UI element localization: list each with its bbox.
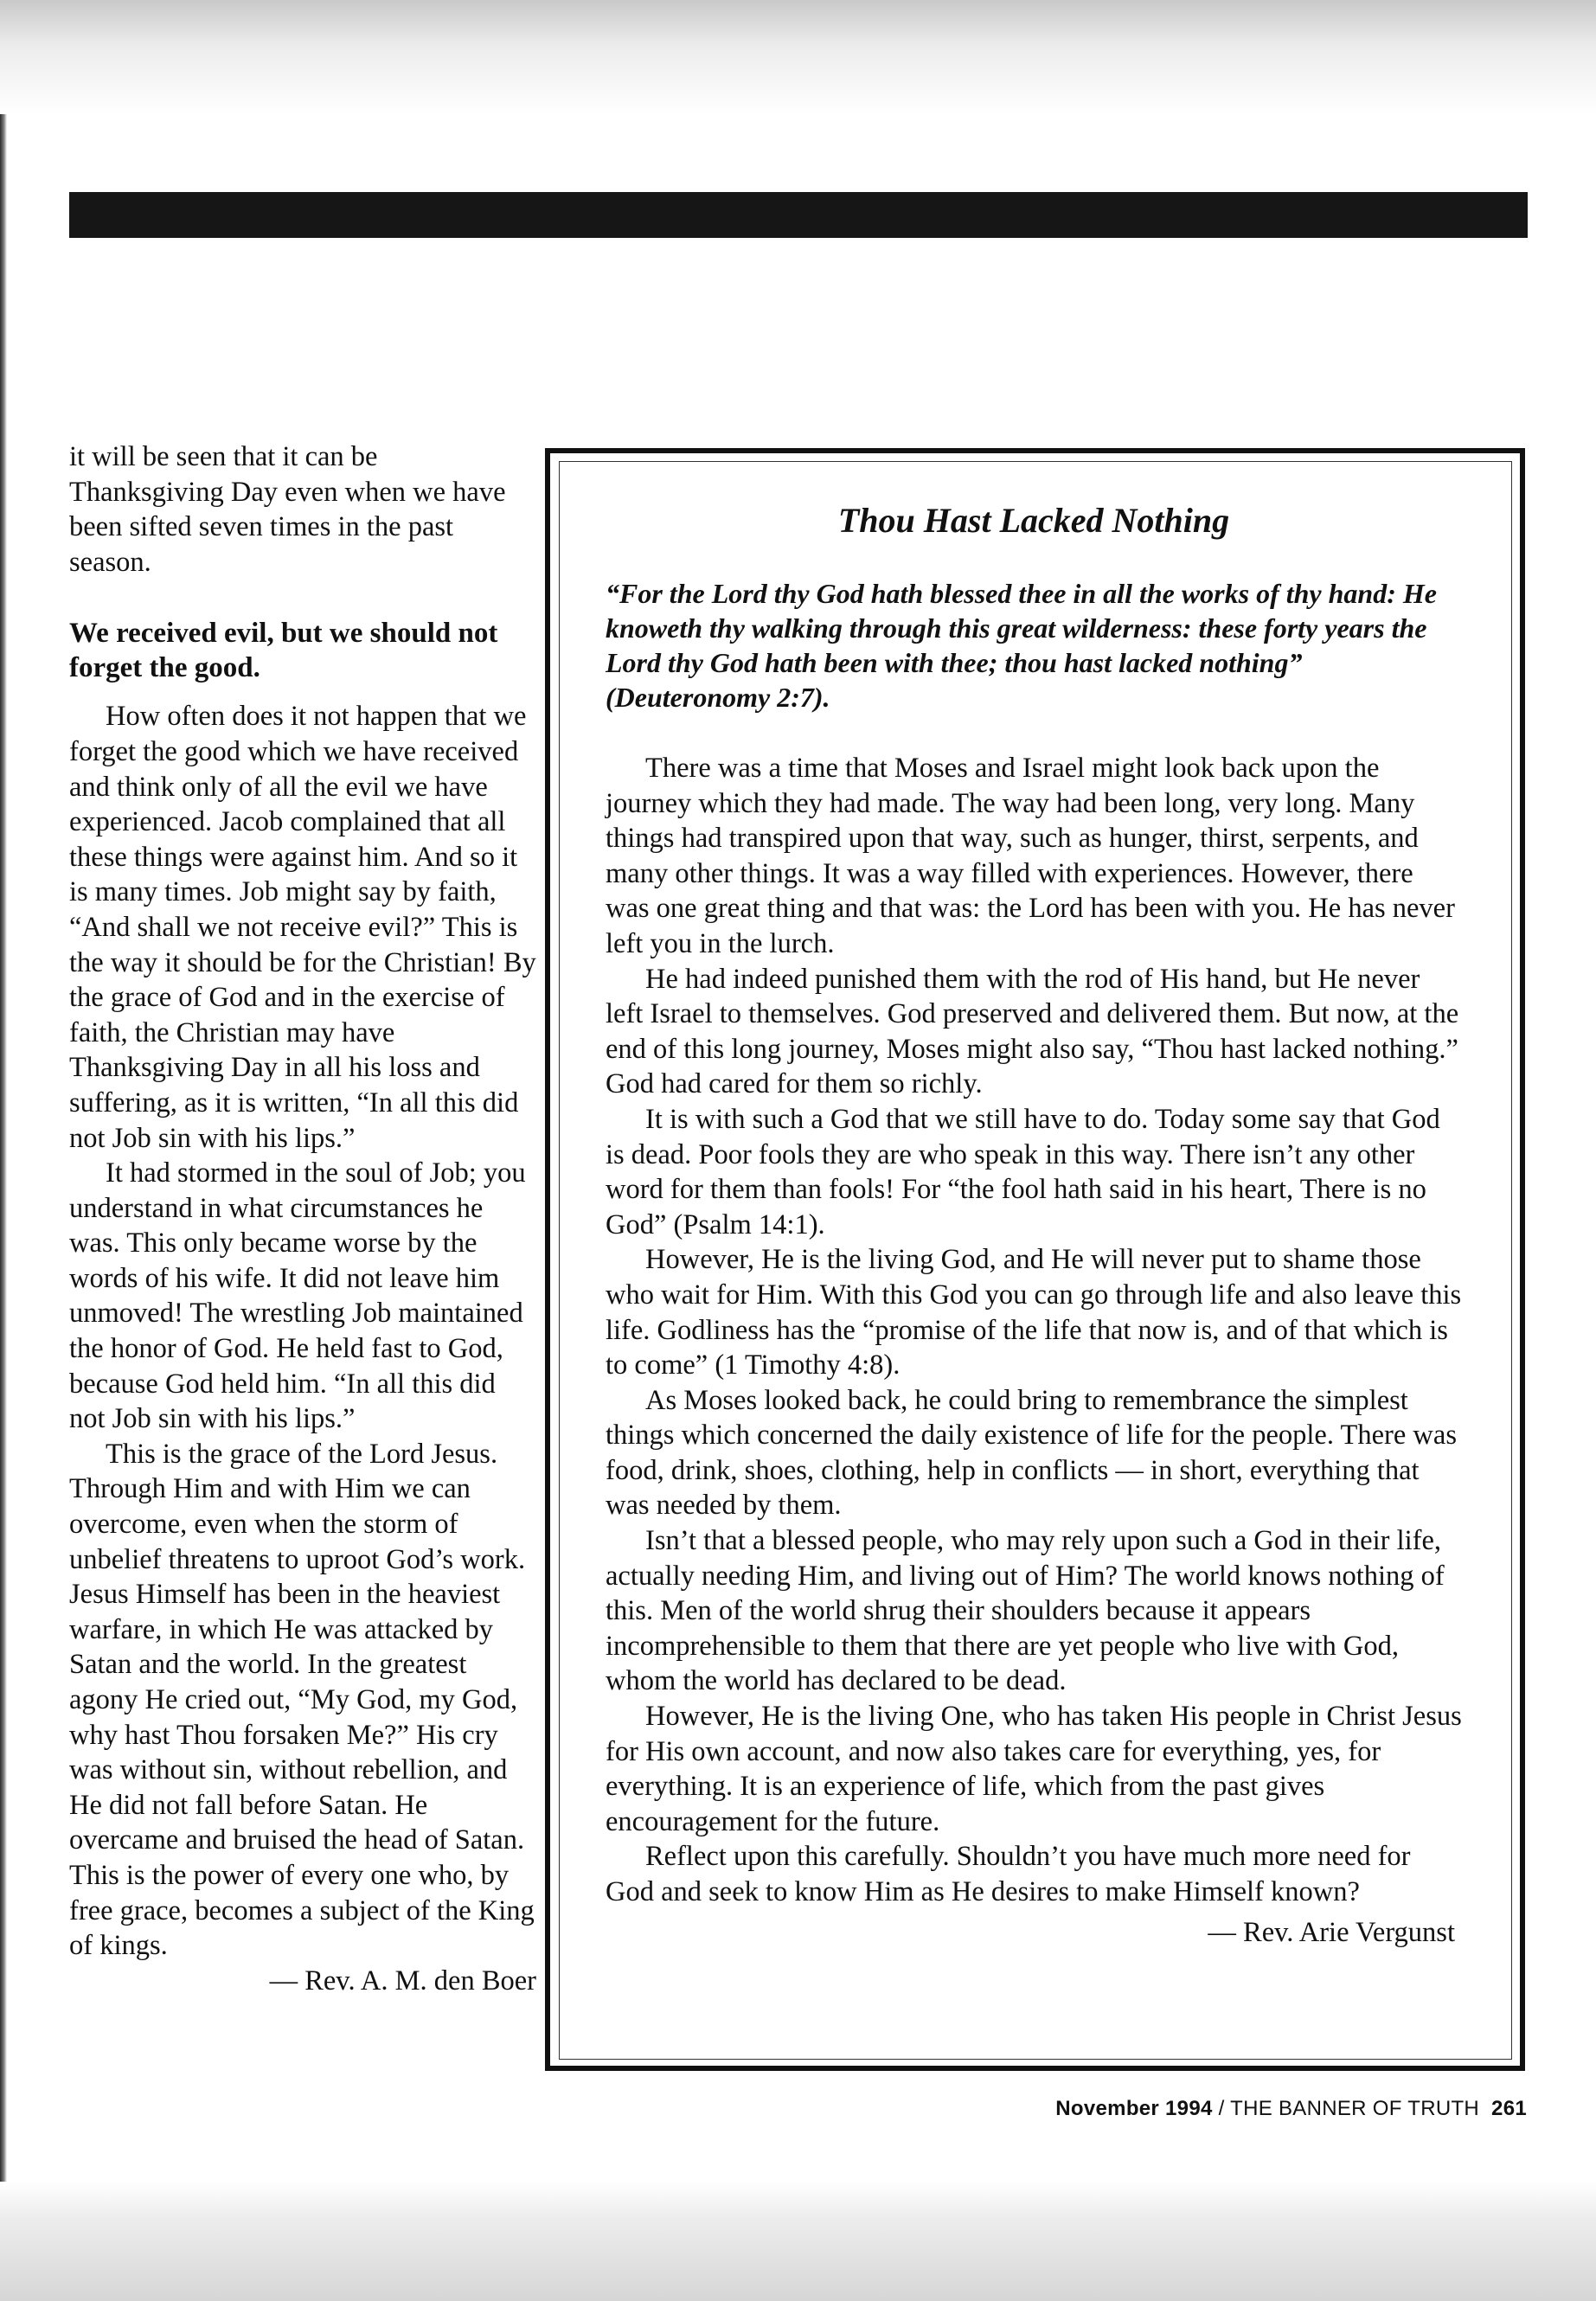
left-paragraph: It had stormed in the soul of Job; you understand in what circumstances he was. This only became worse by the words of his wife. It did not leave him unmoved! The wrestling Job maintained the honor of God. He held fast to God, because God held him. “In all this did not Job sin with his lips.” [69, 1157, 526, 1435]
article-scripture-verse: “For the Lord thy God hath blessed thee in all the works of thy hand: He knoweth thy walking through this great wilderness: these forty years the Lord thy God hath been with thee; thou hast lacked nothing” (Deuteronomy 2:7). [606, 578, 1437, 713]
scan-left-edge [0, 114, 7, 2182]
left-paragraph: How often does it not happen that we forget the good which we have received and think only of all the evil we have experienced. Jacob complained that all these things were against him. And so it is many times. Job might say by faith, “And shall we not receive evil?” This is the way it should be for the Christian! By the grace of God and in the exercise of faith, the Christian may have Thanksgiving Day in all his loss and suffering, as it is written, “In all this did not Job sin with his lips.” [69, 701, 536, 1154]
left-intro-paragraph: it will be seen that it can be Thanksgiving Day even when we have been sifted seven times in the past season. [69, 441, 506, 578]
article-title: Thou Hast Lacked Nothing [837, 501, 1230, 540]
left-column [69, 439, 536, 1998]
article-paragraph: He had indeed punished them with the rod of His hand, but He never left Israel to themselves. God preserved and delivered them. But now, at the end of this long journey, Moses might also say, “Thou hast lacked nothing.” God had cared for them so richly. [606, 963, 1459, 1100]
article-signature: — Rev. Arie Vergunst [1208, 1916, 1455, 1948]
article-paragraph: There was a time that Moses and Israel might look back upon the journey which they had made. The way had been long, very long. Many things had transpired upon that way, such as hunger, thirst, serpents, and many other things. It was a way filled with experiences. However, there was one great thing and that was: the Lord has been with you. He has never left you in the lurch. [606, 753, 1455, 959]
article-paragraph: However, He is the living God, and He will never put to shame those who wait for Him. With this God you can go through life and also leave this life. Godliness has the “promise of the life that now is, and of that which is to come” (1 Timothy 4:8). [606, 1244, 1462, 1381]
article-paragraph: Isn’t that a blessed people, who may rely upon such a God in their life, actually needing Him, and living out of Him? The world knows nothing of this. Men of the world shrug their shoulders because it appears incomprehensible to them that there are yet people who live with God, whom the world has declared to be dead. [606, 1525, 1445, 1697]
left-signature: — Rev. A. M. den Boer [269, 1965, 536, 1997]
scan-bottom-margin [0, 2182, 1596, 2301]
article-paragraph: It is with such a God that we still have to do. Today some say that God is dead. Poor fools they are who speak in this way. There isn’t any other word for them than fools! For “the fool hath said in his heart, There is no God” (Psalm 14:1). [606, 1103, 1440, 1240]
scan-top-margin [0, 0, 1596, 114]
article-paragraph: Reflect upon this carefully. Shouldn’t you have much more need for God and seek to know Him as He desires to make Himself known? [606, 1841, 1411, 1907]
footer-publication: / THE BANNER OF TRUTH [1212, 2097, 1480, 2120]
article-paragraph: However, He is the living One, who has taken His people in Christ Jesus for His own account, and now also takes care for everything, yes, for everything. It is an experience of life, which from the past gives encouragement for the future. [606, 1701, 1462, 1837]
article-box [606, 500, 1462, 1978]
header-bar [69, 192, 1528, 238]
page-number: 261 [1491, 2097, 1527, 2120]
footer-date: November 1994 [1055, 2097, 1213, 2120]
page-footer [1055, 2097, 1527, 2121]
left-paragraph: This is the grace of the Lord Jesus. Through Him and with Him we can overcome, even when the storm of unbelief threatens to uproot God’s work. Jesus Himself has been in the heaviest warfare, in which He was attacked by Satan and the world. In the greatest agony He cried out, “My God, my God, why hast Thou forsaken Me?” His cry was without sin, without rebellion, and He did not fall before Satan. He overcame and bruised the head of Satan. This is the power of every one who, by free grace, becomes a subject of the King of kings. [69, 1438, 535, 1962]
article-paragraph: As Moses looked back, he could bring to remembrance the simplest things which concerned the daily existence of life for the people. There was food, drink, shoes, clothing, help in conflicts — in short, everything that was needed by them. [606, 1384, 1457, 1522]
left-section-heading: We received evil, but we should not forget the good. [69, 618, 498, 684]
